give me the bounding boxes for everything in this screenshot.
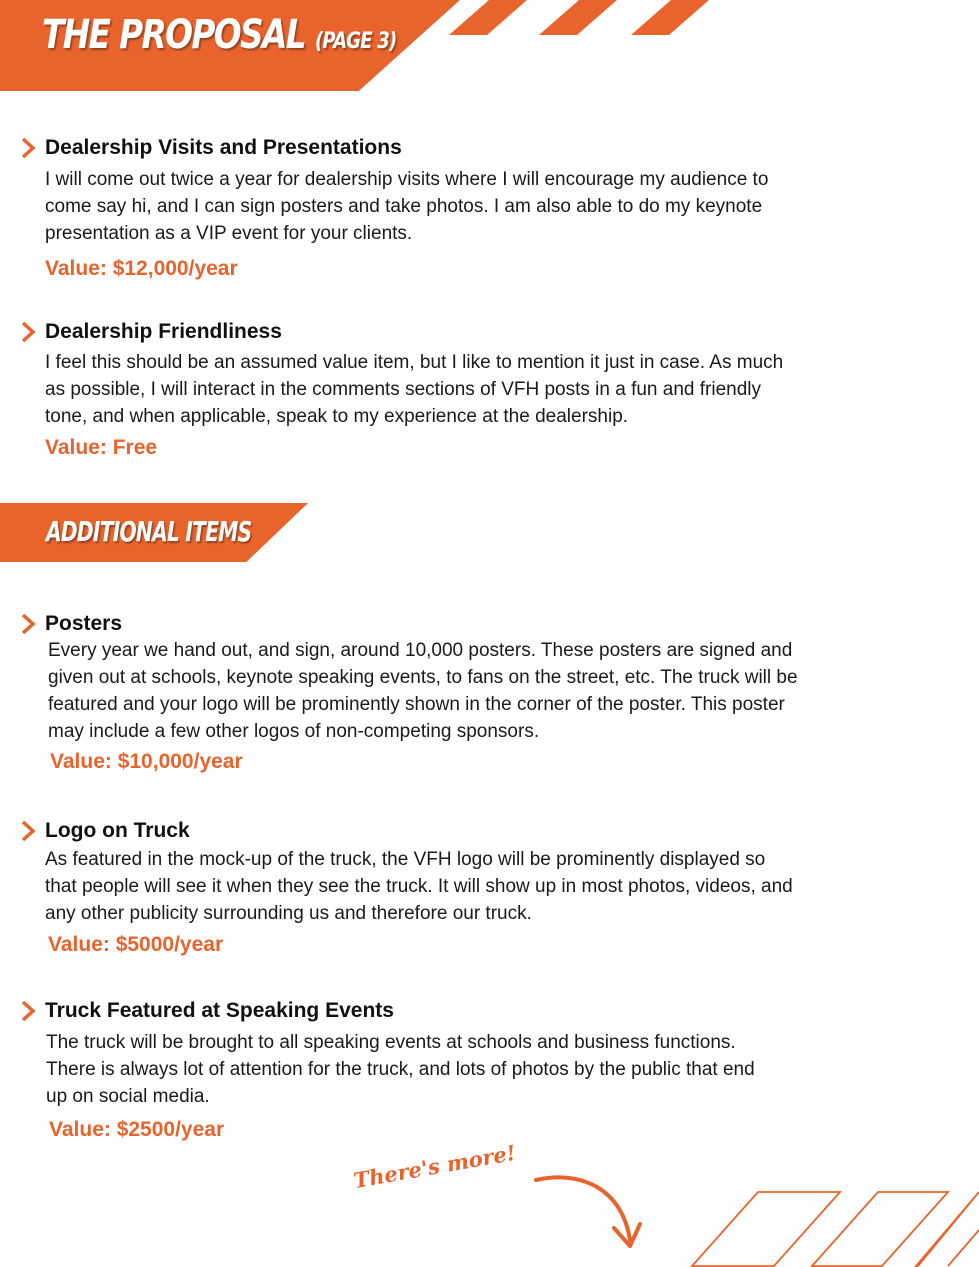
decorative-stripe (631, 0, 709, 35)
decorative-stripe (449, 0, 527, 35)
chevron-right-icon (20, 136, 36, 160)
more-callout: There's more! (351, 1139, 518, 1193)
item-value: Value: Free (45, 436, 158, 459)
chevron-right-icon (20, 819, 36, 843)
item-title: Logo on Truck (45, 819, 190, 842)
item-title: Truck Featured at Speaking Events (45, 999, 394, 1022)
section-heading: ADDITIONAL ITEMS (46, 515, 252, 548)
item-description: I feel this should be an assumed value item, but I like to mention it just in case. As much as possible, I will interact in the comments sections of VFH posts in a fun and friendly tone, and when applicable, speak to my experience at the dealership. (45, 352, 784, 427)
item-title: Dealership Friendliness (45, 320, 282, 343)
chevron-right-icon (20, 320, 36, 344)
page-title-text: THE PROPOSAL (42, 12, 305, 58)
decorative-stripe (539, 0, 617, 35)
item-description: As featured in the mock-up of the truck, the VFH logo will be prominently displayed so that people will see it when they see the truck. It will show up in most photos, videos, and any other publicity surrounding us and therefore our truck. (45, 849, 793, 924)
item-value: Value: $10,000/year (50, 750, 243, 773)
item-value: Value: $5000/year (48, 933, 224, 956)
chevron-right-icon (20, 612, 36, 636)
page-subtitle: (PAGE 3) (314, 29, 397, 54)
item-value: Value: $2500/year (49, 1118, 225, 1141)
item-description: Every year we hand out, and sign, around 10,000 posters. These posters are signed and given out at schools, keynote speaking events, to fans on the street, etc. The truck will be featured and your logo will be prominently shown in the corner of the poster. This poster may include a few other logos of non-competing sponsors. (48, 640, 798, 742)
curved-arrow-icon (530, 1170, 650, 1260)
page-title (42, 12, 414, 82)
chevron-right-icon (20, 999, 36, 1023)
item-title: Posters (45, 612, 123, 635)
item-description: The truck will be brought to all speaking events at schools and business functions. There is always lot of attention for the truck, and lots of photos by the public that end up on social media. (46, 1032, 755, 1107)
item-title: Dealership Visits and Presentations (45, 136, 402, 159)
item-description: I will come out twice a year for dealership visits where I will encourage my audience to come say hi, and I can sign posters and take photos. I am also able to do my keynote presentation as a VIP event for your clients. (45, 169, 769, 244)
decorative-stripes (690, 1190, 979, 1267)
item-value: Value: $12,000/year (45, 257, 238, 280)
